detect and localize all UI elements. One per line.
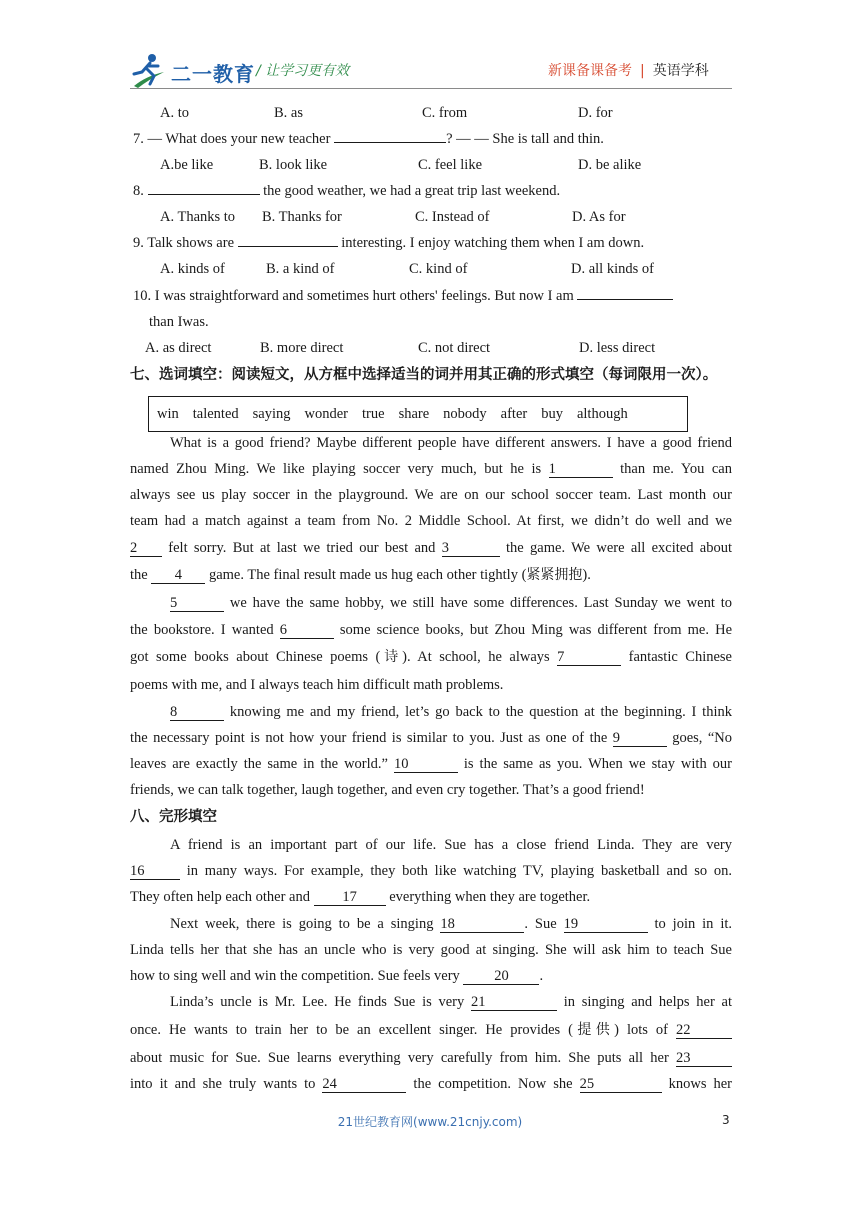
passage-text: team had a match against a team from No. 2 Middle School. At first, we didn’t do well and we — [130, 513, 732, 529]
passage-7-line — [130, 703, 732, 721]
blank-16[interactable]: 16 — [130, 863, 180, 880]
blank-6[interactable]: 6 — [280, 622, 334, 639]
question-7 — [133, 130, 604, 148]
passage-8-line — [130, 993, 732, 1011]
blank-17[interactable]: 17 — [314, 889, 386, 906]
passage-text: got some books about Chinese poems ( — [130, 649, 381, 665]
blank-9[interactable]: 9 — [613, 730, 667, 747]
q7-option-a: A.be like — [160, 157, 214, 173]
passage-text: They often help each other and — [130, 889, 314, 905]
passage-8-line — [130, 1075, 732, 1093]
q10-blank[interactable] — [577, 299, 673, 300]
q8-stem-start: 8. — [133, 183, 148, 199]
passage-text: the competition. Now she — [406, 1076, 580, 1092]
blank-10[interactable]: 10 — [394, 756, 458, 773]
q7-stem-start: 7. — What does your new teacher — [133, 131, 335, 147]
q7-blank[interactable] — [334, 142, 446, 143]
q9-blank[interactable] — [238, 246, 338, 247]
passage-text: Linda’s uncle is Mr. Lee. He finds Sue is very — [170, 994, 472, 1010]
word-bank-item: wonder — [304, 406, 349, 422]
passage-text: goes, “No — [666, 730, 732, 746]
q7-option-c: C. feel like — [418, 157, 483, 173]
page-number: 3 — [722, 1113, 730, 1127]
passage-text: once. He wants to train her to be an excellent singer. He provides ( — [130, 1022, 574, 1038]
passage-8-line — [130, 915, 732, 933]
passage-text: some science books, but Zhou Ming was different from me. He — [333, 622, 733, 638]
passage-text: into it and she truly wants to — [130, 1076, 323, 1092]
q10-option-c: C. not direct — [418, 340, 491, 356]
passage-text-chinese: 诗 — [380, 649, 403, 665]
q7-option-d: D. be alike — [578, 157, 642, 173]
footer-site[interactable]: 21世纪教育网(www.21cnjy.com) — [337, 1115, 523, 1129]
passage-7-line — [130, 512, 732, 530]
passage-text: is the same as you. When we stay with our — [457, 756, 732, 772]
word-bank-item: nobody — [443, 406, 487, 422]
q10-stem-start: 10. I was straightforward and sometimes hurt others' feelings. But now I am — [133, 288, 578, 304]
word-bank-item: win — [157, 406, 179, 422]
header-course-label: 新课备课备考 — [548, 63, 632, 79]
passage-7-line — [130, 755, 732, 773]
passage-text: in many ways. For example, they both like watching TV, playing basketball and so on. — [180, 863, 732, 879]
question-10 — [133, 287, 673, 305]
question-8 — [133, 182, 560, 200]
page-header — [0, 0, 860, 100]
header-subject — [548, 60, 709, 80]
passage-text: about music for Sue. Sue learns everything very carefully from him. She puts all her — [130, 1050, 676, 1066]
q7-stem-end: ? — — She is tall and thin. — [446, 131, 604, 147]
passage-7-line — [130, 539, 732, 557]
blank-23[interactable]: 23 — [676, 1050, 732, 1067]
blank-19[interactable]: 19 — [564, 916, 648, 933]
q8-option-b: B. Thanks for — [262, 209, 342, 225]
passage-text: ). At school, he always — [402, 649, 558, 665]
passage-8-line — [130, 1021, 732, 1039]
q9-option-a: A. kinds of — [160, 261, 225, 277]
blank-20[interactable]: 20 — [463, 968, 539, 985]
passage-8-line — [130, 862, 732, 880]
passage-7-line — [130, 648, 732, 666]
blank-21[interactable]: 21 — [471, 994, 557, 1011]
q8-blank[interactable] — [148, 194, 260, 195]
passage-text: knowing me and my friend, let’s go back to the question at the beginning. I think — [224, 704, 732, 720]
q6-option-c: C. from — [422, 105, 468, 121]
passage-text: always see us play soccer in the playground. We are on our school soccer team. Last month our — [130, 487, 732, 503]
q10-stem-end: than Iwas. — [149, 314, 209, 330]
blank-3[interactable]: 3 — [442, 540, 500, 557]
question-9 — [133, 234, 644, 252]
blank-25[interactable]: 25 — [580, 1076, 662, 1093]
passage-text: What is a good friend? Maybe different people have different answers. I have a good friend — [170, 435, 732, 451]
passage-7-line — [130, 729, 732, 747]
passage-text: Linda tells her that she has an uncle who is very good at singing. She will ask him to teach Sue — [130, 942, 732, 958]
passage-text: the bookstore. I wanted — [130, 622, 280, 638]
blank-18[interactable]: 18 — [440, 916, 524, 933]
q10-option-d: D. less direct — [579, 340, 656, 356]
word-bank-item: although — [576, 406, 628, 422]
blank-4[interactable]: 4 — [151, 567, 205, 584]
passage-text-chinese: 紧紧拥抱 — [526, 567, 583, 583]
q8-option-c: C. Instead of — [415, 209, 490, 225]
passage-7-line — [130, 566, 591, 584]
passage-7-line — [130, 594, 732, 612]
section-8-heading: 八、完形填空 — [130, 809, 217, 825]
passage-8-line — [130, 941, 732, 959]
passage-text: friends, we can talk together, laugh together, and even cry together. That’s a good friend! — [130, 782, 645, 798]
passage-text: how to sing well and win the competition. Sue feels very — [130, 968, 464, 984]
passage-7-line — [130, 621, 732, 639]
passage-8-line — [130, 888, 590, 906]
passage-text: we have the same hobby, we still have some differences. Last Sunday we went to — [224, 595, 732, 611]
q8-option-a: A. Thanks to — [160, 209, 236, 225]
q10-option-b: B. more direct — [260, 340, 344, 356]
logo-text: 二一教育 — [171, 62, 255, 86]
passage-text: felt sorry. But at last we tried our best and — [162, 540, 442, 556]
slogan: / 让学习更有效 — [256, 63, 350, 79]
header-separator: | — [640, 63, 645, 79]
passage-text: poems with me, and I always teach him difficult math problems. — [130, 677, 504, 693]
q6-option-b: B. as — [274, 105, 303, 121]
q9-option-c: C. kind of — [409, 261, 468, 277]
passage-text: A friend is an important part of our life. Sue has a close friend Linda. They are very — [170, 837, 732, 853]
passage-text: ). — [582, 567, 591, 583]
q9-option-d: D. all kinds of — [571, 261, 654, 277]
passage-text: the necessary point is not how your friend is similar to you. Just as one of the — [130, 730, 613, 746]
q10-option-a: A. as direct — [145, 340, 212, 356]
blank-2[interactable]: 2 — [130, 540, 162, 557]
passage-text: knows her — [661, 1076, 732, 1092]
passage-text: the — [130, 567, 152, 583]
passage-text: the game. We were all excited about — [499, 540, 732, 556]
passage-8-line — [130, 1049, 732, 1067]
passage-text: than me. You can — [612, 461, 732, 477]
passage-7-line — [130, 676, 503, 694]
blank-8[interactable]: 8 — [170, 704, 224, 721]
blank-5[interactable]: 5 — [170, 595, 224, 612]
passage-text: leaves are exactly the same in the world.” — [130, 756, 394, 772]
passage-text: named Zhou Ming. We like playing soccer very much, but he is — [130, 461, 549, 477]
passage-text: game. The final result made us hug each other tightly ( — [205, 567, 527, 583]
q8-option-d: D. As for — [572, 209, 626, 225]
section-7-heading: 七、选词填空：阅读短文，从方框中选择适当的词并用其正确的形式填空（每词限用一次）。 — [130, 367, 718, 383]
word-bank-item: share — [398, 406, 430, 422]
passage-7-line — [130, 434, 732, 452]
word-bank-item: saying — [252, 406, 291, 422]
passage-text: Next week, there is going to be a singing — [170, 916, 441, 932]
passage-7-line — [130, 486, 732, 504]
passage-text-chinese: 提供 — [573, 1022, 615, 1038]
passage-8-line — [130, 836, 732, 854]
passage-text: ) lots of — [614, 1022, 676, 1038]
q6-option-d: D. for — [578, 105, 613, 121]
running-person-logo-icon — [130, 52, 166, 90]
blank-7[interactable]: 7 — [557, 649, 621, 666]
blank-24[interactable]: 24 — [322, 1076, 406, 1093]
q9-stem-start: 9. Talk shows are — [133, 235, 238, 251]
passage-text: in singing and helps her at — [557, 994, 732, 1010]
passage-text: . — [539, 968, 544, 984]
word-bank-item: after — [500, 406, 528, 422]
passage-text: to join in it. — [647, 916, 733, 932]
q9-option-b: B. a kind of — [266, 261, 335, 277]
q6-option-a: A. to — [160, 105, 189, 121]
passage-8-line — [130, 967, 543, 985]
blank-22[interactable]: 22 — [676, 1022, 732, 1039]
passage-7-line — [130, 781, 645, 799]
passage-7-line — [130, 460, 732, 478]
blank-1[interactable]: 1 — [549, 461, 613, 478]
q7-option-b: B. look like — [259, 157, 328, 173]
passage-text: . Sue — [524, 916, 564, 932]
word-bank-item: talented — [192, 406, 239, 422]
q9-stem-end: interesting. I enjoy watching them when I am down. — [337, 235, 645, 251]
word-bank-item: true — [362, 406, 385, 422]
header-divider — [130, 88, 732, 89]
header-subject-label: 英语学科 — [652, 63, 709, 79]
word-bank-item: buy — [541, 406, 563, 422]
passage-text: everything when they are together. — [385, 889, 591, 905]
word-bank — [148, 396, 688, 432]
q8-stem-end: the good weather, we had a great trip last weekend. — [259, 183, 561, 199]
passage-text: fantastic Chinese — [621, 649, 732, 665]
